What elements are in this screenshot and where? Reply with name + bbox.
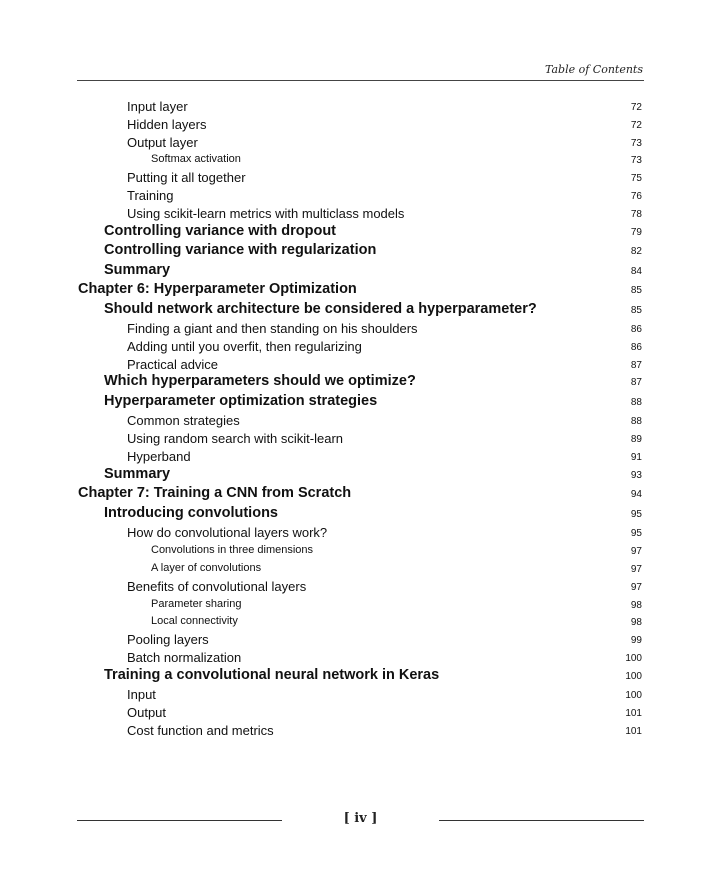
toc-entry[interactable] (0, 724, 721, 742)
toc-entry-title[interactable]: Chapter 6: Hyperparameter Optimization (78, 281, 357, 298)
toc-entry-page-number: 97 (630, 546, 642, 558)
toc-entry[interactable] (0, 580, 721, 598)
toc-entry-page-number: 94 (630, 489, 642, 501)
toc-entry-page-number: 78 (630, 208, 642, 220)
toc-entry-title[interactable]: Output layer (127, 134, 198, 150)
toc-entry-title[interactable]: Hyperparameter optimization strategies (104, 392, 378, 409)
toc-entry-title[interactable]: Controlling variance with regularization (104, 242, 377, 259)
toc-entry[interactable] (0, 432, 721, 450)
toc-entry[interactable] (0, 615, 721, 633)
toc-entry-page-number: 88 (630, 416, 642, 428)
toc-entry-page-number: 100 (625, 690, 642, 702)
toc-entry-title[interactable]: A layer of convolutions (151, 561, 262, 574)
toc-entry-page-number: 86 (630, 324, 642, 336)
table-of-contents (0, 100, 721, 742)
toc-entry-title[interactable]: Summary (104, 261, 171, 278)
toc-entry-title[interactable]: Practical advice (127, 356, 219, 372)
toc-entry-title[interactable]: Introducing convolutions (104, 504, 278, 521)
toc-entry-page-number: 86 (630, 341, 642, 353)
toc-entry[interactable] (0, 688, 721, 706)
toc-entry-title[interactable]: Using scikit-learn metrics with multiclass models (127, 205, 405, 221)
toc-entry-page-number: 101 (625, 725, 642, 737)
toc-entry-title[interactable]: Controlling variance with dropout (104, 222, 336, 239)
footer-rule-right (439, 820, 644, 821)
toc-entry-title[interactable]: Which hyperparameters should we optimize? (104, 373, 416, 390)
toc-entry-page-number: 100 (625, 652, 642, 664)
toc-entry-title[interactable]: Chapter 7: Training a CNN from Scratch (78, 485, 352, 502)
toc-entry-title[interactable]: Common strategies (127, 413, 240, 429)
toc-entry-title[interactable]: Hyperband (127, 449, 191, 465)
toc-entry-title[interactable]: Adding until you overfit, then regularizing (127, 338, 362, 354)
toc-entry-page-number: 76 (630, 190, 642, 202)
toc-entry[interactable] (0, 322, 721, 340)
toc-entry-title[interactable]: Cost function and metrics (127, 722, 274, 738)
toc-entry-page-number: 72 (630, 102, 642, 113)
toc-entry[interactable] (0, 136, 721, 154)
toc-entry[interactable] (0, 153, 721, 171)
toc-entry-title[interactable]: Input layer (127, 99, 188, 114)
toc-entry-page-number: 84 (630, 265, 642, 277)
toc-entry-page-number: 99 (630, 635, 642, 647)
toc-entry-page-number: 89 (630, 434, 642, 446)
toc-entry-page-number: 97 (630, 581, 642, 593)
toc-entry-page-number: 91 (630, 452, 642, 464)
toc-entry[interactable] (0, 598, 721, 616)
toc-entry-page-number: 97 (630, 563, 642, 575)
toc-entry-title[interactable]: Benefits of convolutional layers (127, 578, 307, 594)
toc-entry[interactable] (0, 100, 721, 118)
toc-entry[interactable] (0, 414, 721, 432)
page-number: [ iv ] (343, 811, 378, 826)
toc-entry-page-number: 95 (630, 528, 642, 540)
toc-entry-title[interactable]: Softmax activation (151, 153, 241, 166)
toc-entry-title[interactable]: Summary (104, 465, 171, 482)
toc-entry-title[interactable]: Hidden layers (127, 116, 207, 132)
toc-entry-page-number: 82 (630, 246, 642, 258)
toc-entry-title[interactable]: Output (127, 705, 167, 721)
toc-entry[interactable] (0, 340, 721, 358)
toc-entry-page-number: 87 (630, 359, 642, 371)
toc-entry-page-number: 75 (630, 173, 642, 185)
toc-entry-title[interactable]: Training a convolutional neural network in Keras (104, 666, 440, 683)
header-rule (77, 80, 644, 81)
toc-entry[interactable] (0, 562, 721, 580)
toc-entry-page-number: 101 (625, 708, 642, 720)
toc-entry[interactable] (0, 300, 721, 323)
toc-entry[interactable] (0, 189, 721, 207)
toc-entry[interactable] (0, 633, 721, 651)
toc-entry-page-number: 73 (630, 137, 642, 149)
toc-entry[interactable] (0, 544, 721, 562)
toc-entry-title[interactable]: Finding a giant and then standing on his shoulders (127, 321, 418, 337)
page-footer (77, 811, 644, 831)
toc-entry-page-number: 98 (630, 599, 642, 611)
toc-entry-page-number: 73 (630, 155, 642, 167)
toc-entry-title[interactable]: How do convolutional layers work? (127, 525, 328, 541)
toc-entry-page-number: 88 (630, 396, 642, 408)
toc-entry-title[interactable]: Parameter sharing (151, 597, 242, 610)
toc-entry-title[interactable]: Local connectivity (151, 615, 238, 628)
toc-entry-page-number: 100 (625, 670, 642, 682)
toc-entry[interactable] (0, 392, 721, 415)
toc-entry-page-number: 72 (630, 119, 642, 131)
toc-entry[interactable] (0, 118, 721, 136)
toc-entry-page-number: 98 (630, 617, 642, 629)
toc-entry-title[interactable]: Pooling layers (127, 632, 209, 648)
toc-entry-title[interactable]: Training (127, 187, 174, 203)
toc-entry-page-number: 95 (630, 508, 642, 520)
toc-entry-title[interactable]: Input (127, 687, 156, 703)
toc-entry-title[interactable]: Should network architecture be considered a hyperparameter? (104, 300, 537, 317)
toc-entry-title[interactable]: Putting it all together (127, 170, 246, 186)
toc-entry[interactable] (0, 171, 721, 189)
running-header-title: Table of Contents (544, 63, 643, 76)
toc-entry-page-number: 87 (630, 377, 642, 389)
toc-entry-title[interactable]: Convolutions in three dimensions (151, 544, 314, 557)
toc-entry-page-number: 79 (630, 226, 642, 238)
toc-entry-page-number: 85 (630, 304, 642, 316)
toc-entry-page-number: 93 (630, 469, 642, 481)
toc-entry-title[interactable]: Batch normalization (127, 649, 242, 665)
toc-entry[interactable] (0, 526, 721, 544)
toc-entry[interactable] (0, 706, 721, 724)
toc-entry-title[interactable]: Using random search with scikit-learn (127, 431, 344, 447)
toc-entry[interactable] (0, 666, 721, 689)
toc-entry-page-number: 85 (630, 285, 642, 297)
toc-entry[interactable] (0, 504, 721, 527)
